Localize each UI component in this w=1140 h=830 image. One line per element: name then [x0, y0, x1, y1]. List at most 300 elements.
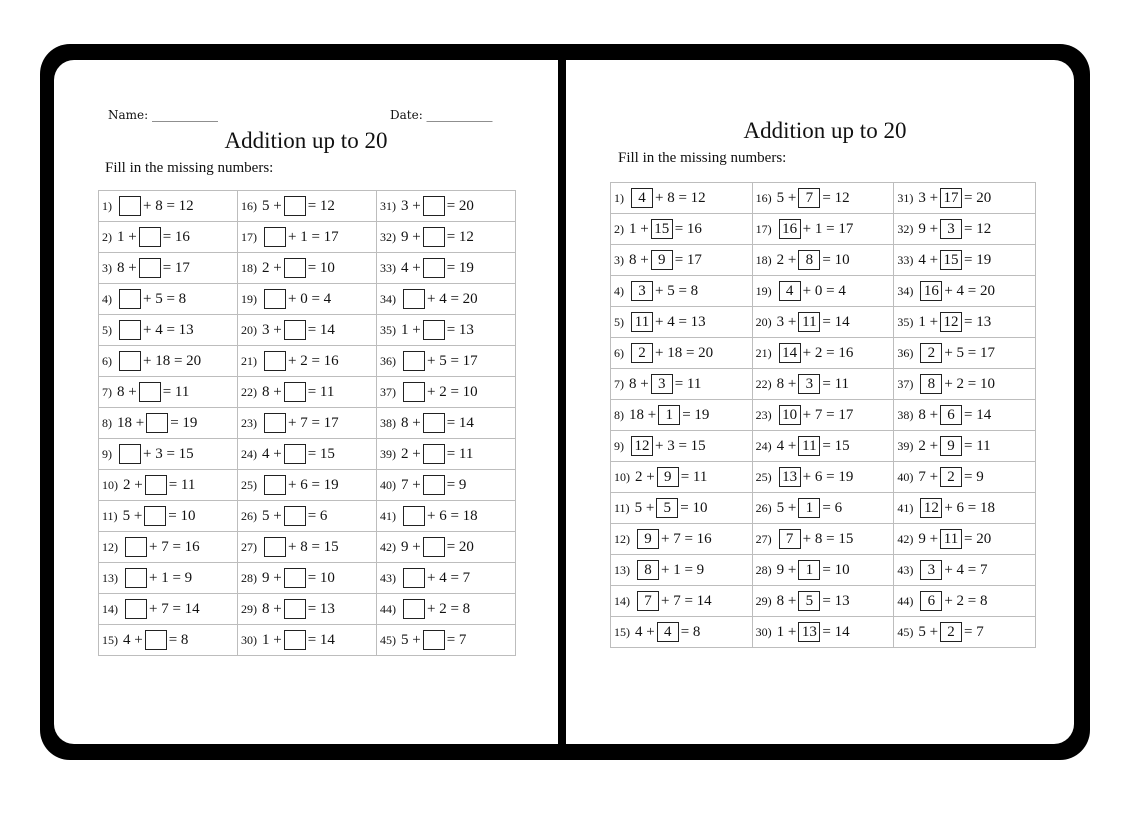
problem: [102, 630, 237, 650]
problem-right-term: = 19: [446, 259, 474, 276]
problem-left-term: 5 +: [776, 189, 797, 206]
problem-number: 44): [897, 593, 914, 608]
problem-right-term: = 19: [170, 414, 198, 431]
blank-answer-box[interactable]: [119, 320, 141, 340]
problem-cell: [611, 555, 753, 586]
problem: [614, 250, 752, 270]
answer-box: 5: [656, 498, 678, 518]
problem-number: 30): [241, 632, 257, 647]
problem-cell: [99, 439, 238, 470]
problem: [102, 537, 237, 557]
problem-right-term: = 13: [822, 592, 850, 609]
problem-number: 38): [380, 415, 396, 430]
problem-number: 20): [755, 314, 772, 329]
problem-left-term: 4 +: [262, 445, 282, 462]
problem-number: 26): [755, 500, 772, 515]
problem-number: 40): [380, 477, 396, 492]
blank-answer-box[interactable]: [264, 537, 286, 557]
problem: [380, 351, 515, 371]
problem-number: 15): [102, 632, 118, 647]
problem-number: 10): [614, 469, 630, 484]
blank-answer-box[interactable]: [119, 351, 141, 371]
problem-right-term: + 4 = 13: [143, 321, 194, 338]
blank-answer-box[interactable]: [264, 289, 286, 309]
problem-cell: [752, 183, 894, 214]
blank-answer-box[interactable]: [139, 382, 161, 402]
problem: [102, 413, 237, 433]
answer-box: 16: [920, 281, 942, 301]
blank-answer-box[interactable]: [423, 320, 445, 340]
problem-right-term: = 12: [822, 189, 850, 206]
answer-box: 13: [779, 467, 801, 487]
blank-answer-box[interactable]: [144, 506, 166, 526]
answer-box: 3: [798, 374, 820, 394]
blank-answer-box[interactable]: [145, 630, 167, 650]
problem-cell: [752, 214, 894, 245]
problem-cell: [238, 222, 377, 253]
problem: [614, 343, 752, 363]
problem: [241, 289, 376, 309]
problem-number: 38): [897, 407, 914, 422]
problem-right-term: + 5 = 8: [143, 290, 187, 307]
problem-right-term: + 0 = 4: [288, 290, 332, 307]
problem-number: 16): [241, 198, 257, 213]
answer-box: 15: [651, 219, 673, 239]
problem-cell: [99, 470, 238, 501]
table-row: [99, 222, 516, 253]
problem-number: 42): [897, 531, 914, 546]
problem-cell: [99, 222, 238, 253]
problem-right-term: = 10: [307, 259, 335, 276]
problem-right-term: + 7 = 16: [149, 538, 200, 555]
table-row: [99, 346, 516, 377]
problem: [241, 599, 376, 619]
problem-number: 21): [755, 345, 772, 360]
problem-number: 8): [614, 407, 624, 422]
problem: [756, 312, 894, 332]
problem-left-term: 8 +: [262, 383, 282, 400]
problem-cell: [377, 222, 516, 253]
problem-number: 12): [614, 531, 630, 546]
blank-answer-box[interactable]: [284, 599, 306, 619]
problem-left-term: 2 +: [123, 476, 143, 493]
problem-left-term: 3 +: [401, 197, 421, 214]
problem-right-term: + 5 = 8: [655, 282, 699, 299]
problem-number: 14): [102, 601, 118, 616]
problem: [241, 227, 376, 247]
problem-number: 37): [380, 384, 396, 399]
table-row: [611, 493, 1036, 524]
problem-cell: [894, 369, 1036, 400]
problem-right-term: + 7 = 14: [149, 600, 200, 617]
problem-left-term: 9 +: [918, 220, 939, 237]
answer-box: 9: [637, 529, 659, 549]
problem-number: 19): [755, 283, 772, 298]
problem-number: 5): [102, 322, 112, 337]
problem-right-term: = 10: [680, 499, 708, 516]
answer-box: 12: [920, 498, 942, 518]
blank-answer-box[interactable]: [139, 227, 161, 247]
blank-answer-box[interactable]: [423, 196, 445, 216]
problem-number: 3): [614, 252, 624, 267]
problem: [380, 537, 515, 557]
problem: [897, 374, 1035, 394]
problem-cell: [752, 617, 894, 648]
problem-cell: [99, 501, 238, 532]
blank-answer-box[interactable]: [119, 196, 141, 216]
problem-right-term: = 8: [168, 631, 189, 648]
problem: [897, 405, 1035, 425]
problem: [756, 622, 894, 642]
problem: [897, 529, 1035, 549]
problem-right-term: = 7: [446, 631, 467, 648]
problem: [380, 320, 515, 340]
problem: [102, 506, 237, 526]
table-row: [611, 617, 1036, 648]
problem-right-term: = 16: [674, 220, 702, 237]
problem-cell: [99, 377, 238, 408]
problem-right-term: = 12: [446, 228, 474, 245]
blank-answer-box[interactable]: [403, 568, 425, 588]
problem-cell: [377, 625, 516, 656]
problem-left-term: 9 +: [918, 530, 939, 547]
problem-cell: [238, 191, 377, 222]
problem-left-term: 1 +: [918, 313, 939, 330]
answer-key-title: Addition up to 20: [743, 118, 907, 143]
problem-cell: [894, 462, 1036, 493]
blank-answer-box[interactable]: [119, 289, 141, 309]
answer-box: 1: [798, 560, 820, 580]
problem-number: 35): [380, 322, 396, 337]
problem: [614, 312, 752, 332]
date-field-label: Date: ___________: [390, 108, 493, 122]
problem-right-term: + 6 = 19: [288, 476, 339, 493]
blank-answer-box[interactable]: [423, 537, 445, 557]
problem-number: 19): [241, 291, 257, 306]
problem-number: 23): [241, 415, 257, 430]
blank-answer-box[interactable]: [264, 413, 286, 433]
problem-right-term: = 9: [964, 468, 984, 485]
problem: [241, 320, 376, 340]
problem-number: 23): [755, 407, 772, 422]
problem-cell: [894, 245, 1036, 276]
problem-number: 22): [241, 384, 257, 399]
problem-number: 36): [380, 353, 396, 368]
problem-table-blank: [98, 190, 516, 656]
problem: [241, 506, 376, 526]
problem-number: 14): [614, 593, 630, 608]
blank-answer-box[interactable]: [423, 444, 445, 464]
problem-right-term: = 14: [307, 321, 335, 338]
problem-number: 35): [897, 314, 914, 329]
problem-number: 2): [614, 221, 624, 236]
blank-answer-box[interactable]: [284, 196, 306, 216]
answer-key-page: [566, 60, 1074, 744]
problem-right-term: = 20: [446, 197, 474, 214]
problem-cell: [611, 307, 753, 338]
problem: [897, 250, 1035, 270]
problem-table-answers: [610, 182, 1036, 648]
problem-number: 4): [614, 283, 624, 298]
problem: [380, 444, 515, 464]
problem: [380, 382, 515, 402]
problem-cell: [894, 214, 1036, 245]
problem-number: 3): [102, 260, 112, 275]
problem-right-term: + 8 = 15: [288, 538, 339, 555]
problem-number: 44): [380, 601, 396, 616]
problem-cell: [99, 532, 238, 563]
problem: [756, 343, 894, 363]
problem-right-term: + 4 = 7: [427, 569, 471, 586]
problem-cell: [611, 183, 753, 214]
blank-answer-box[interactable]: [125, 537, 147, 557]
problem-cell: [238, 408, 377, 439]
problem-cell: [377, 563, 516, 594]
problem: [241, 444, 376, 464]
problem-right-term: = 14: [822, 313, 850, 330]
problem: [897, 622, 1035, 642]
blank-answer-box[interactable]: [423, 475, 445, 495]
problem: [897, 498, 1035, 518]
problem-number: 32): [380, 229, 396, 244]
problem-right-term: = 11: [307, 383, 335, 400]
table-row: [99, 594, 516, 625]
problem-number: 29): [755, 593, 772, 608]
problem-cell: [611, 462, 753, 493]
problem-cell: [752, 431, 894, 462]
table-row: [99, 253, 516, 284]
problem: [897, 560, 1035, 580]
problem-right-term: = 10: [822, 251, 850, 268]
problem-number: 34): [380, 291, 396, 306]
problem-cell: [238, 377, 377, 408]
answer-box: 12: [940, 312, 962, 332]
problem-right-term: = 13: [964, 313, 992, 330]
problem-cell: [99, 191, 238, 222]
problem-number: 34): [897, 283, 914, 298]
problem-left-term: 5 +: [122, 507, 143, 524]
blank-answer-box[interactable]: [264, 475, 286, 495]
problem-left-term: 8 +: [401, 414, 421, 431]
blank-answer-box[interactable]: [264, 227, 286, 247]
answer-box: 3: [651, 374, 673, 394]
problem-left-term: 5 +: [262, 507, 282, 524]
problem-right-term: = 8: [680, 623, 701, 640]
problem-number: 13): [614, 562, 630, 577]
problem-number: 17): [755, 221, 772, 236]
problem-right-term: + 2 = 16: [802, 344, 854, 361]
problem-cell: [377, 346, 516, 377]
problem-number: 25): [241, 477, 257, 492]
problem-cell: [752, 276, 894, 307]
problem-left-term: 7 +: [401, 476, 421, 493]
problem-cell: [894, 555, 1036, 586]
table-row: [611, 369, 1036, 400]
problem-cell: [238, 563, 377, 594]
blank-answer-box[interactable]: [125, 568, 147, 588]
problem: [380, 258, 515, 278]
problem-cell: [377, 470, 516, 501]
problem-left-term: 1 +: [117, 228, 137, 245]
problem-cell: [894, 183, 1036, 214]
problem-cell: [99, 346, 238, 377]
problem: [102, 289, 237, 309]
problem-right-term: + 2 = 10: [944, 375, 995, 392]
problem-right-term: + 8 = 12: [655, 189, 706, 206]
problem: [102, 227, 237, 247]
answer-box: 3: [940, 219, 962, 239]
blank-answer-box[interactable]: [119, 444, 141, 464]
blank-answer-box[interactable]: [403, 599, 425, 619]
problem: [102, 475, 237, 495]
problem-cell: [238, 346, 377, 377]
blank-answer-box[interactable]: [423, 258, 445, 278]
problem: [756, 591, 894, 611]
problem-cell: [894, 586, 1036, 617]
problem: [102, 444, 237, 464]
name-field-label: Name: ___________: [108, 108, 218, 122]
blank-answer-box[interactable]: [264, 351, 286, 371]
problem-number: 27): [241, 539, 257, 554]
answer-box: 15: [940, 250, 962, 270]
problem-right-term: = 13: [307, 600, 335, 617]
problem-right-term: + 4 = 13: [655, 313, 706, 330]
blank-answer-box[interactable]: [284, 258, 306, 278]
blank-answer-box[interactable]: [403, 289, 425, 309]
problem: [756, 498, 894, 518]
blank-answer-box[interactable]: [423, 413, 445, 433]
problem-left-term: 18 +: [629, 406, 657, 423]
blank-answer-box[interactable]: [403, 506, 425, 526]
blank-answer-box[interactable]: [284, 506, 306, 526]
problem-cell: [377, 315, 516, 346]
problem: [380, 506, 515, 526]
problem-right-term: + 4 = 7: [944, 561, 988, 578]
problem-number: 20): [241, 322, 257, 337]
problem-cell: [238, 532, 377, 563]
problem-number: 43): [380, 570, 396, 585]
problem-number: 39): [897, 438, 914, 453]
problem-number: 39): [380, 446, 396, 461]
blank-answer-box[interactable]: [125, 599, 147, 619]
problem-number: 9): [614, 438, 624, 453]
answer-box: 7: [637, 591, 659, 611]
problem-number: 28): [241, 570, 257, 585]
problem-left-term: 18 +: [117, 414, 145, 431]
blank-answer-box[interactable]: [423, 630, 445, 650]
blank-answer-box[interactable]: [284, 630, 306, 650]
problem-cell: [377, 191, 516, 222]
problem-right-term: = 12: [964, 220, 992, 237]
problem-left-term: 5 +: [918, 623, 939, 640]
problem-cell: [377, 284, 516, 315]
problem: [241, 351, 376, 371]
problem: [102, 599, 237, 619]
problem: [614, 405, 752, 425]
problem-left-term: 9 +: [401, 538, 421, 555]
problem: [756, 560, 894, 580]
problem-right-term: = 14: [822, 623, 850, 640]
problem-number: 30): [755, 624, 772, 639]
problem: [380, 413, 515, 433]
problem-left-term: 2 +: [262, 259, 282, 276]
problem-left-term: 1 +: [401, 321, 421, 338]
problem: [756, 250, 894, 270]
problem-cell: [99, 284, 238, 315]
answer-box: 6: [920, 591, 942, 611]
problem-right-term: + 3 = 15: [143, 445, 194, 462]
answer-box: 7: [779, 529, 801, 549]
problem: [614, 591, 752, 611]
problem-right-term: + 7 = 17: [802, 406, 854, 423]
problem: [241, 630, 376, 650]
problem-cell: [894, 617, 1036, 648]
table-row: [99, 408, 516, 439]
blank-answer-box[interactable]: [284, 568, 306, 588]
problem-left-term: 8 +: [776, 375, 797, 392]
problem-cell: [238, 253, 377, 284]
problem-cell: [377, 439, 516, 470]
table-row: [99, 439, 516, 470]
problem-right-term: + 3 = 15: [655, 437, 706, 454]
problem-number: 25): [755, 469, 772, 484]
problem-cell: [752, 555, 894, 586]
problem-right-term: = 15: [307, 445, 335, 462]
blank-answer-box[interactable]: [284, 382, 306, 402]
blank-answer-box[interactable]: [284, 320, 306, 340]
table-row: [611, 245, 1036, 276]
blank-answer-box[interactable]: [145, 475, 167, 495]
problem: [241, 258, 376, 278]
problem-number: 28): [755, 562, 772, 577]
problem-cell: [894, 276, 1036, 307]
problem-cell: [238, 315, 377, 346]
problem-number: 18): [241, 260, 257, 275]
problem-cell: [894, 338, 1036, 369]
answer-box: 5: [798, 591, 820, 611]
answer-box: 4: [631, 188, 653, 208]
worksheet-title: Addition up to 20: [224, 128, 388, 153]
problem-number: 40): [897, 469, 914, 484]
problem-left-term: 8 +: [629, 251, 649, 268]
problem-right-term: + 8 = 15: [802, 530, 854, 547]
problem-cell: [99, 594, 238, 625]
problem-right-term: = 14: [964, 406, 992, 423]
problem-right-term: = 11: [674, 375, 702, 392]
problem-right-term: = 17: [674, 251, 702, 268]
problem-left-term: 8 +: [629, 375, 649, 392]
problem-right-term: = 20: [964, 530, 992, 547]
answer-box: 9: [651, 250, 673, 270]
blank-answer-box[interactable]: [146, 413, 168, 433]
blank-answer-box[interactable]: [423, 227, 445, 247]
table-row: [611, 400, 1036, 431]
problem-right-term: + 1 = 17: [288, 228, 339, 245]
problem: [756, 405, 894, 425]
blank-answer-box[interactable]: [284, 444, 306, 464]
answer-box: 13: [798, 622, 820, 642]
problem-cell: [377, 594, 516, 625]
answer-box: 10: [779, 405, 801, 425]
problem-left-term: 4 +: [635, 623, 655, 640]
problem: [380, 630, 515, 650]
answer-box: 2: [920, 343, 942, 363]
blank-answer-box[interactable]: [403, 351, 425, 371]
answer-box: 9: [657, 467, 679, 487]
blank-answer-box[interactable]: [403, 382, 425, 402]
blank-answer-box[interactable]: [139, 258, 161, 278]
answer-box: 1: [798, 498, 820, 518]
